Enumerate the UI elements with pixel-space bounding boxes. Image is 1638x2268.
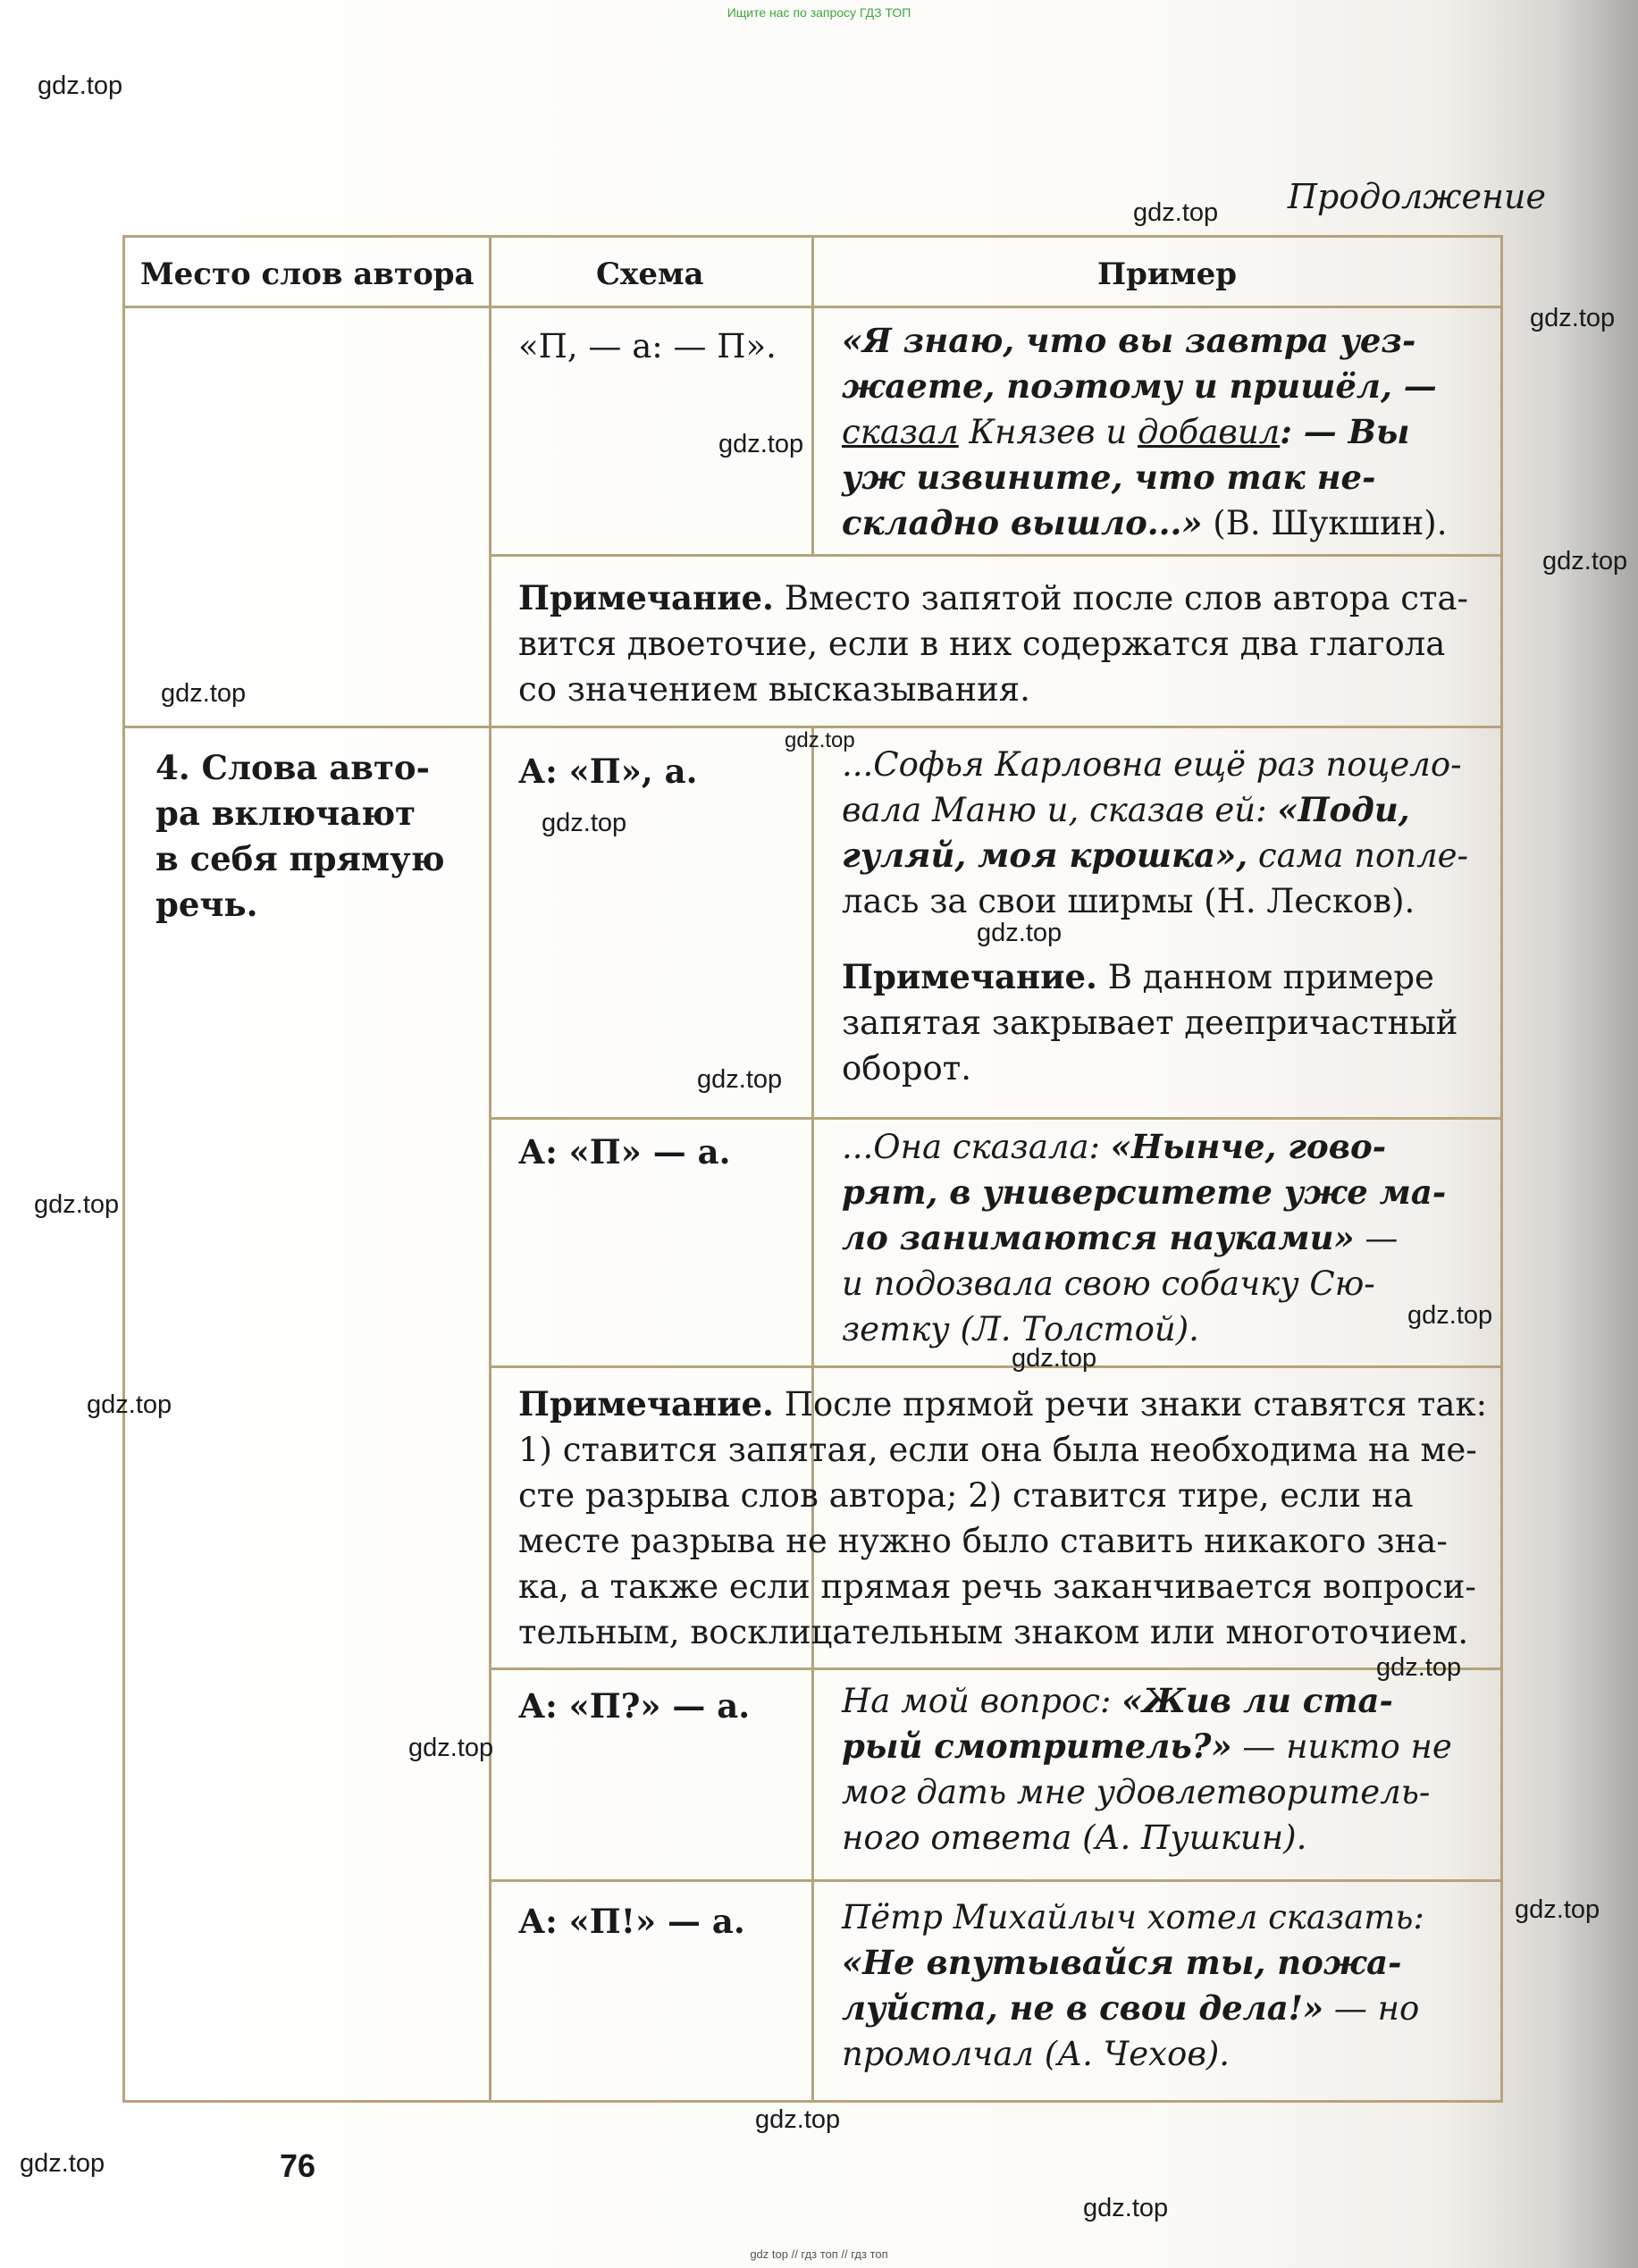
continuation-label: Продолжение xyxy=(1287,177,1546,216)
watermark: gdz.top xyxy=(718,430,804,458)
header-example: Пример xyxy=(1097,256,1238,292)
top-banner: Ищите нас по запросу ГДЗ ТОП xyxy=(727,5,911,20)
watermark: gdz.top xyxy=(1530,304,1616,332)
watermark: gdz.top xyxy=(1515,1895,1600,1924)
sub-divider-2 xyxy=(489,1365,1503,1368)
watermark: gdz.top xyxy=(408,1734,494,1762)
col-divider-2c xyxy=(811,1667,814,2103)
row2-place: 4. Слова авто- ра включают в себя прямую речь. xyxy=(155,748,445,924)
sub-divider-1 xyxy=(489,1117,1503,1120)
watermark: gdz.top xyxy=(977,919,1063,947)
sub2-example: ...Она сказала: «Нынче, гово- рят, в университете уже ма- ло занимаются науками» — и подозвала свою собачку Сю- зетку (Л. Толстой). xyxy=(842,1127,1447,1348)
header-place: Место слов автора xyxy=(140,256,475,292)
sub2-scheme: А: «П» — а. xyxy=(518,1132,731,1172)
watermark: gdz.top xyxy=(755,2105,841,2134)
sub-divider-3 xyxy=(489,1667,1503,1670)
row1-note-divider xyxy=(489,554,1503,557)
bottom-banner: gdz top // гдз топ // гдз топ xyxy=(750,2247,888,2261)
watermark: gdz.top xyxy=(161,679,247,708)
header-scheme: Схема xyxy=(596,256,704,292)
watermark: gdz.top xyxy=(1376,1653,1462,1682)
sub1-scheme: А: «П», а. xyxy=(518,752,698,791)
watermark: gdz.top xyxy=(1012,1344,1097,1373)
sub4-example: Пётр Михайлыч хотел сказать: «Не впутывайся ты, пожа- луйста, не в свои дела!» — но промолчал (А. Чехов). xyxy=(842,1898,1424,2073)
watermark: gdz.top xyxy=(87,1390,172,1419)
page-number: 76 xyxy=(280,2147,316,2184)
watermark: gdz.top xyxy=(1542,547,1628,575)
sub-divider-4 xyxy=(489,1879,1503,1882)
watermark: gdz.top xyxy=(785,728,855,752)
watermark: gdz.top xyxy=(1083,2194,1169,2222)
col-divider-2a xyxy=(811,235,814,554)
watermark: gdz.top xyxy=(38,71,123,100)
col-divider-1 xyxy=(489,235,491,2103)
sub1-example: ...Софья Карловна ещё раз поцело- вала Маню и, сказав ей: «Поди, гуляй, моя крошка», сама попле- лась за свои ширмы (Н. Лесков). xyxy=(842,745,1469,920)
sub3-scheme: А: «П?» — а. xyxy=(518,1686,751,1726)
sub4-scheme: А: «П!» — а. xyxy=(518,1902,745,1941)
sub1-note: Примечание. В данном примере запятая закрывает деепричастный оборот. xyxy=(842,957,1458,1088)
row1-scheme: «П, — а: — П». xyxy=(518,327,777,365)
watermark: gdz.top xyxy=(697,1065,783,1094)
row1-example: «Я знаю, что вы завтра уез- жаете, поэтому и пришёл, — сказал Князев и добавил: — Вы уж извините, что так не- складно вышло...» (В. Шукшин). xyxy=(842,321,1448,542)
note2: Примечание. После прямой речи знаки ставятся так: 1) ставится запятая, если она была необходима на ме- сте разрыва слов автора; 2) ставится тире, если на месте разрыва не нужно было ставить никакого зна- ка, а также если прямая речь заканчивается вопроси- тельным, восклицательным знаком или многоточием. xyxy=(518,1384,1488,1651)
watermark: gdz.top xyxy=(542,809,627,837)
watermark: gdz.top xyxy=(20,2149,105,2178)
watermark: gdz.top xyxy=(1133,198,1219,227)
sub3-example: На мой вопрос: «Жив ли ста- рый смотритель?» — никто не мог дать мне удовлетворитель- ного ответа (А. Пушкин). xyxy=(842,1681,1452,1857)
row1-note: Примечание. Вместо запятой после слов автора ста- вится двоеточие, если в них содержатся два глагола со значением высказывания. xyxy=(518,578,1469,709)
watermark: gdz.top xyxy=(34,1190,120,1219)
watermark: gdz.top xyxy=(1407,1301,1493,1330)
